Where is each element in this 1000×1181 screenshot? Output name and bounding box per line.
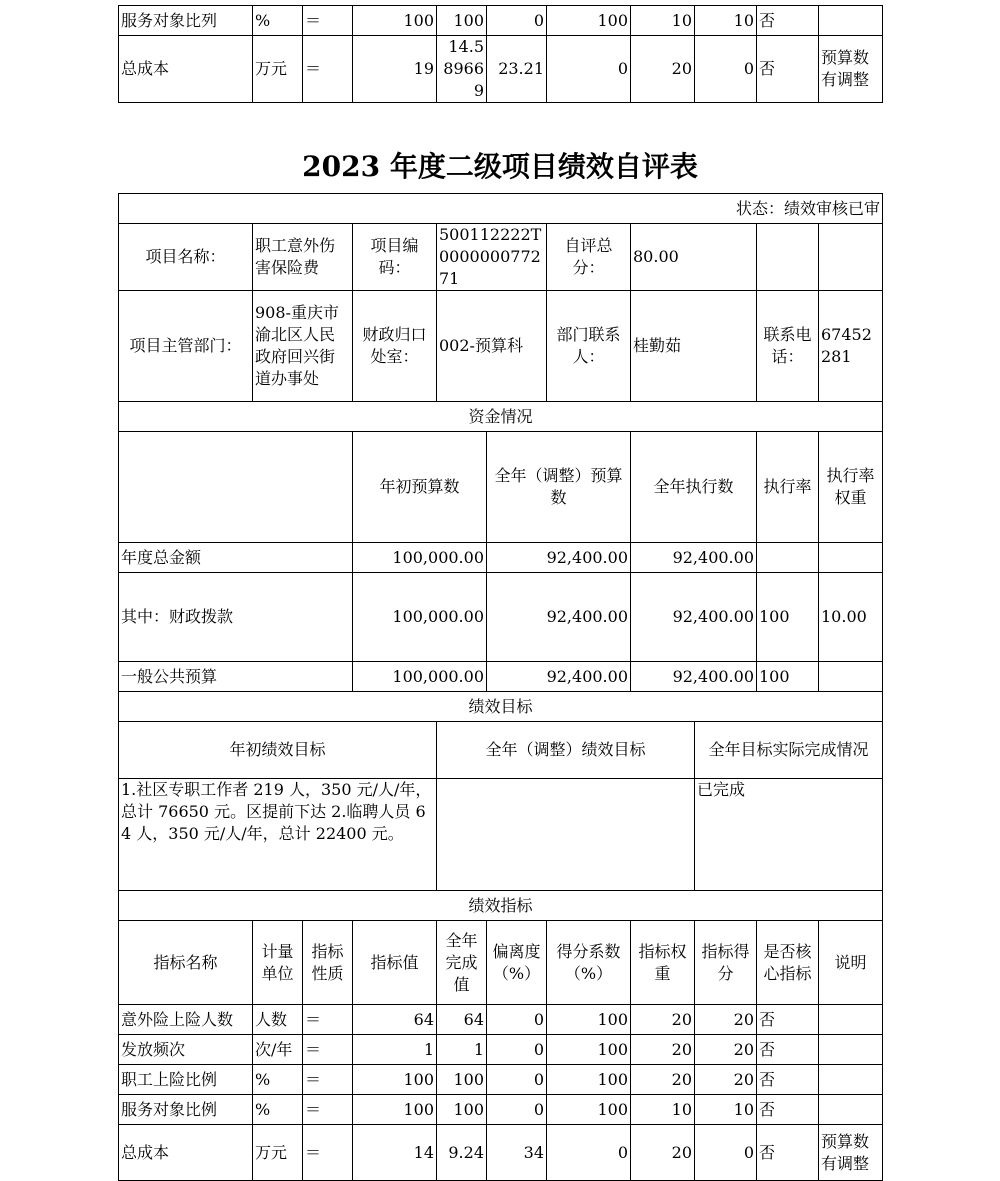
indicator-coef: 100	[547, 1095, 631, 1125]
goals-initial-header: 年初绩效目标	[119, 722, 437, 779]
section-header	[119, 402, 883, 432]
indicator-weight: 20	[631, 1005, 695, 1035]
indicator-target: 19	[353, 36, 437, 103]
indicator-score: 0	[695, 36, 757, 103]
indicator-deviation: 0	[487, 1005, 547, 1035]
funds-label: 年度总金额	[119, 543, 353, 573]
indicator-score: 10	[695, 6, 757, 36]
self-score-label: 自评总分：	[547, 224, 631, 291]
indicator-complete: 1	[437, 1035, 487, 1065]
table-row	[119, 1005, 883, 1035]
indicator-unit: 万元	[253, 36, 303, 103]
indicator-complete: 64	[437, 1005, 487, 1035]
funds-executed: 92,400.00	[631, 662, 757, 692]
col-header-name: 指标名称	[119, 921, 253, 1005]
indicator-name: 服务对象比例	[119, 1095, 253, 1125]
indicator-nature: ＝	[303, 1125, 353, 1181]
table-row	[119, 1095, 883, 1125]
indicator-name: 总成本	[119, 1125, 253, 1181]
indicator-complete: 100	[437, 1065, 487, 1095]
indicator-coef: 100	[547, 1035, 631, 1065]
funds-weight: 10.00	[819, 573, 883, 662]
col-header-note: 说明	[819, 921, 883, 1005]
finance-office: 002-预算科	[437, 291, 547, 402]
indicator-note	[819, 1035, 883, 1065]
goals-section-title: 绩效目标	[119, 692, 883, 722]
indicator-note	[819, 1065, 883, 1095]
funds-rate: 100	[757, 662, 819, 692]
indicator-target: 1	[353, 1035, 437, 1065]
indicator-score: 20	[695, 1065, 757, 1095]
indicator-score: 0	[695, 1125, 757, 1181]
indicator-name: 发放频次	[119, 1035, 253, 1065]
project-code: 500112222T000000077271	[437, 224, 547, 291]
previous-indicator-table	[118, 5, 883, 103]
status-row	[119, 194, 883, 224]
funds-label: 一般公共预算	[119, 662, 353, 692]
indicator-unit: %	[253, 1095, 303, 1125]
indicator-name: 服务对象比列	[119, 6, 253, 36]
project-name-label: 项目名称：	[119, 224, 253, 291]
indicator-complete: 100	[437, 6, 487, 36]
indicator-unit: %	[253, 6, 303, 36]
indicator-core: 否	[757, 6, 819, 36]
funds-header-initial: 年初预算数	[353, 432, 487, 543]
table-header-row	[119, 921, 883, 1005]
indicator-nature: ＝	[303, 1005, 353, 1035]
funds-adjusted: 92,400.00	[487, 543, 631, 573]
indicator-note	[819, 1005, 883, 1035]
goals-actual-text: 已完成	[695, 779, 883, 891]
col-header-core: 是否核心指标	[757, 921, 819, 1005]
contact-label: 部门联系人：	[547, 291, 631, 402]
indicator-coef: 0	[547, 1125, 631, 1181]
finance-office-label: 财政归口处室：	[353, 291, 437, 402]
col-header-complete: 全年完成值	[437, 921, 487, 1005]
goals-adjusted-header: 全年（调整）绩效目标	[437, 722, 695, 779]
indicator-nature: ＝	[303, 1095, 353, 1125]
table-row	[119, 36, 883, 103]
table-row	[119, 779, 883, 891]
funds-weight	[819, 543, 883, 573]
indicator-score: 20	[695, 1005, 757, 1035]
indicator-name: 意外险上险人数	[119, 1005, 253, 1035]
indicator-coef: 100	[547, 1005, 631, 1035]
indicator-unit: %	[253, 1065, 303, 1095]
indicator-deviation: 0	[487, 1065, 547, 1095]
goals-actual-header: 全年目标实际完成情况	[695, 722, 883, 779]
indicator-deviation: 0	[487, 1035, 547, 1065]
indicator-score: 10	[695, 1095, 757, 1125]
contact: 桂勤茹	[631, 291, 757, 402]
indicator-weight: 10	[631, 6, 695, 36]
funds-initial: 100,000.00	[353, 573, 487, 662]
indicator-coef: 0	[547, 36, 631, 103]
indicator-nature: ＝	[303, 1035, 353, 1065]
funds-header-rate-weight: 执行率权重	[819, 432, 883, 543]
indicator-deviation: 0	[487, 6, 547, 36]
funds-label: 其中：财政拨款	[119, 573, 353, 662]
col-header-deviation: 偏离度（%）	[487, 921, 547, 1005]
indicator-name: 职工上险比例	[119, 1065, 253, 1095]
dept-label: 项目主管部门：	[119, 291, 253, 402]
col-header-weight: 指标权重	[631, 921, 695, 1005]
indicator-core: 否	[757, 1095, 819, 1125]
funds-initial: 100,000.00	[353, 662, 487, 692]
self-score: 80.00	[631, 224, 757, 291]
funds-adjusted: 92,400.00	[487, 662, 631, 692]
col-header-target: 指标值	[353, 921, 437, 1005]
section-header	[119, 891, 883, 921]
table-header-row	[119, 722, 883, 779]
col-header-coef: 得分系数（%）	[547, 921, 631, 1005]
page-title: 2023 年度二级项目绩效自评表	[302, 150, 698, 183]
indicator-weight: 10	[631, 1095, 695, 1125]
table-row	[119, 1125, 883, 1181]
indicator-name: 总成本	[119, 36, 253, 103]
funds-rate: 100	[757, 573, 819, 662]
indicator-target: 14	[353, 1125, 437, 1181]
indicator-core: 否	[757, 1035, 819, 1065]
col-header-score: 指标得分	[695, 921, 757, 1005]
indicator-core: 否	[757, 36, 819, 103]
status-text: 状态：绩效审核已审	[119, 194, 883, 224]
indicator-core: 否	[757, 1065, 819, 1095]
indicator-target: 64	[353, 1005, 437, 1035]
indicators-section-title: 绩效指标	[119, 891, 883, 921]
phone-label: 联系电话：	[757, 291, 819, 402]
goals-adjusted-text	[437, 779, 695, 891]
indicator-note	[819, 6, 883, 36]
indicator-coef: 100	[547, 1065, 631, 1095]
indicator-weight: 20	[631, 1125, 695, 1181]
table-row	[119, 224, 883, 291]
table-row	[119, 543, 883, 573]
table-row	[119, 1035, 883, 1065]
indicator-weight: 20	[631, 1035, 695, 1065]
indicator-unit: 万元	[253, 1125, 303, 1181]
indicator-complete: 100	[437, 1095, 487, 1125]
funds-header-adjusted: 全年（调整）预算数	[487, 432, 631, 543]
funds-initial: 100,000.00	[353, 543, 487, 573]
indicator-nature: ＝	[303, 36, 353, 103]
funds-header-rate: 执行率	[757, 432, 819, 543]
indicator-score: 20	[695, 1035, 757, 1065]
indicator-deviation: 23.21	[487, 36, 547, 103]
indicator-core: 否	[757, 1125, 819, 1181]
evaluation-table	[118, 193, 883, 1181]
table-row	[119, 662, 883, 692]
indicator-note: 预算数有调整	[819, 36, 883, 103]
project-code-label: 项目编码：	[353, 224, 437, 291]
funds-header-executed: 全年执行数	[631, 432, 757, 543]
indicator-target: 100	[353, 1065, 437, 1095]
indicator-weight: 20	[631, 36, 695, 103]
indicator-weight: 20	[631, 1065, 695, 1095]
indicator-note: 预算数有调整	[819, 1125, 883, 1181]
indicator-target: 100	[353, 1095, 437, 1125]
indicator-complete: 14.589669	[437, 36, 487, 103]
table-row	[119, 6, 883, 36]
indicator-complete: 9.24	[437, 1125, 487, 1181]
table-row	[119, 291, 883, 402]
funds-executed: 92,400.00	[631, 573, 757, 662]
table-header-row	[119, 432, 883, 543]
indicator-note	[819, 1095, 883, 1125]
table-row	[119, 1065, 883, 1095]
project-name: 职工意外伤害保险费	[253, 224, 353, 291]
indicator-nature: ＝	[303, 6, 353, 36]
col-header-nature: 指标性质	[303, 921, 353, 1005]
indicator-deviation: 34	[487, 1125, 547, 1181]
indicator-nature: ＝	[303, 1065, 353, 1095]
dept: 908-重庆市渝北区人民政府回兴街道办事处	[253, 291, 353, 402]
indicator-unit: 人数	[253, 1005, 303, 1035]
section-header	[119, 692, 883, 722]
col-header-unit: 计量单位	[253, 921, 303, 1005]
table-row	[119, 573, 883, 662]
goals-initial-text: 1.社区专职工作者 219 人，350 元/人/年，总计 76650 元。区提前下达 2.临聘人员 64 人，350 元/人/年，总计 22400 元。	[119, 779, 437, 891]
indicator-unit: 次/年	[253, 1035, 303, 1065]
funds-rate	[757, 543, 819, 573]
funds-section-title: 资金情况	[119, 402, 883, 432]
phone: 67452281	[819, 291, 883, 402]
funds-executed: 92,400.00	[631, 543, 757, 573]
indicator-deviation: 0	[487, 1095, 547, 1125]
indicator-target: 100	[353, 6, 437, 36]
funds-weight	[819, 662, 883, 692]
indicator-coef: 100	[547, 6, 631, 36]
funds-adjusted: 92,400.00	[487, 573, 631, 662]
indicator-core: 否	[757, 1005, 819, 1035]
